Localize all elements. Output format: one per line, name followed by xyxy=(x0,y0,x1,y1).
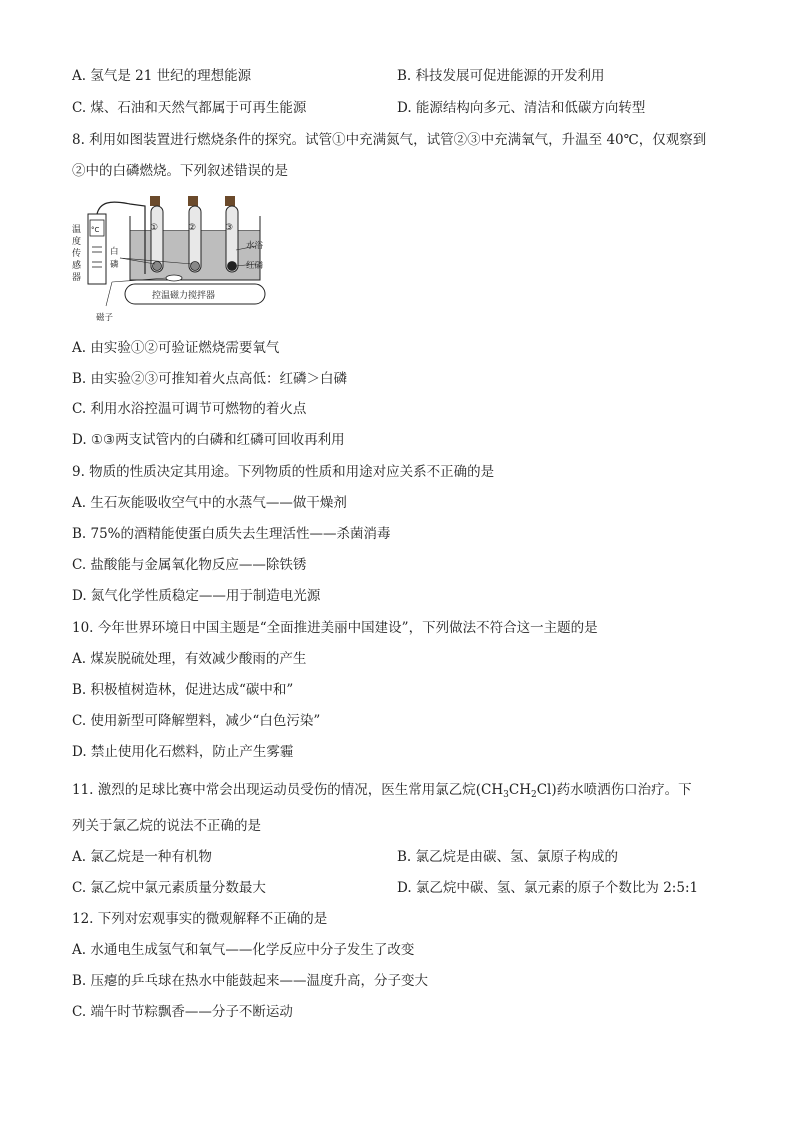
q10-option-d: D. 禁止使用化石燃料，防止产生雾霾 xyxy=(72,744,294,760)
sensor-label-3: 传 xyxy=(72,249,82,259)
svg-text:②: ② xyxy=(188,223,197,233)
white-phosphorus-label-2: 磷 xyxy=(110,260,119,270)
q8-option-d: D. ①③两支试管内的白磷和红磷可回收再利用 xyxy=(72,432,345,448)
sensor-unit: °C xyxy=(91,226,100,234)
q8-option-a: A. 由实验①②可验证燃烧需要氧气 xyxy=(72,340,280,356)
q9-stem: 9. 物质的性质决定其用途。下列物质的性质和用途对应关系不正确的是 xyxy=(72,464,495,480)
sensor-label-4: 感 xyxy=(72,261,82,271)
svg-text:③: ③ xyxy=(225,223,234,233)
q10-option-a: A. 煤炭脱硫处理，有效减少酸雨的产生 xyxy=(72,651,307,667)
temperature-sensor-box xyxy=(88,214,106,284)
q9-option-d: D. 氮气化学性质稳定——用于制造电光源 xyxy=(72,588,321,604)
white-phosphorus-label-1: 白 xyxy=(110,247,119,257)
magnetic-stir-bar xyxy=(166,275,182,281)
sensor-label-2: 度 xyxy=(72,237,82,247)
q12-option-a: A. 水通电生成氢气和氧气——化学反应中分子发生了改变 xyxy=(72,942,415,958)
water-bath-label: 水浴 xyxy=(246,241,264,251)
q8-stem-line1: 8. 利用如图装置进行燃烧条件的探究。试管①中充满氮气，试管②③中充满氧气，升温至 40℃，仅观察到 xyxy=(72,132,707,148)
q8-option-b: B. 由实验②③可推知着火点高低：红磷＞白磷 xyxy=(72,371,348,387)
q12-option-c: C. 端午时节粽飘香——分子不断运动 xyxy=(72,1004,293,1020)
q11-stem-line1: 11. 激烈的足球比赛中常会出现运动员受伤的情况，医生常用氯乙烷$(CH_3CH_2Cl)$药水喷洒伤口治疗。下 xyxy=(72,782,692,800)
q10-stem: 10. 今年世界环境日中国主题是“全面推进美丽中国建设”，下列做法不符合这一主题的是 xyxy=(72,620,598,636)
q10-option-b: B. 积极植树造林，促进达成“碳中和” xyxy=(72,682,294,698)
q11-option-c: C. 氯乙烷中氯元素质量分数最大 xyxy=(72,880,266,896)
q8-stem-line2: ②中的白磷燃烧。下列叙述错误的是 xyxy=(72,163,288,179)
sensor-label-5: 器 xyxy=(72,273,82,283)
stirrer-label: 控温磁力搅拌器 xyxy=(152,291,216,301)
q12-option-b: B. 压瘪的乒乓球在热水中能鼓起来——温度升高，分子变大 xyxy=(72,973,429,989)
chloroethane-formula: $CH_3CH_2Cl$ xyxy=(481,782,552,800)
q9-option-a: A. 生石灰能吸收空气中的水蒸气——做干燥剂 xyxy=(72,495,347,511)
q7-option-d: D. 能源结构向多元、清洁和低碳方向转型 xyxy=(397,100,646,116)
q10-option-c: C. 使用新型可降解塑料，减少“白色污染” xyxy=(72,713,321,729)
svg-text:①: ① xyxy=(150,223,159,233)
q7-option-c: C. 煤、石油和天然气都属于可再生能源 xyxy=(72,100,307,116)
q11-option-d: D. 氯乙烷中碳、氢、氯元素的原子个数比为 2:5:1 xyxy=(397,880,699,896)
sensor-label-1: 温 xyxy=(72,225,82,235)
magnet-label: 磁子 xyxy=(96,313,114,323)
q11-stem-line2: 列关于氯乙烷的说法不正确的是 xyxy=(72,818,261,834)
q8-option-c: C. 利用水浴控温可调节可燃物的着火点 xyxy=(72,401,307,417)
q11-option-a: A. 氯乙烷是一种有机物 xyxy=(72,849,212,865)
q7-option-b: B. 科技发展可促进能源的开发利用 xyxy=(397,68,605,84)
q11-stem-text: 11. 激烈的足球比赛中常会出现运动员受伤的情况，医生常用氯乙烷( xyxy=(72,782,482,798)
q9-option-c: C. 盐酸能与金属氧化物反应——除铁锈 xyxy=(72,557,307,573)
combustion-apparatus-figure xyxy=(70,192,270,324)
q12-stem: 12. 下列对宏观事实的微观解释不正确的是 xyxy=(72,911,328,927)
red-phosphorus-label: 红磷 xyxy=(246,261,264,271)
test-tube-2 xyxy=(188,196,201,272)
q7-option-a: A. 氢气是 21 世纪的理想能源 xyxy=(72,68,252,84)
q9-option-b: B. 75%的酒精能使蛋白质失去生理活性——杀菌消毒 xyxy=(72,526,391,542)
test-tube-3 xyxy=(225,196,238,272)
q11-option-b: B. 氯乙烷是由碳、氢、氯原子构成的 xyxy=(397,849,619,865)
